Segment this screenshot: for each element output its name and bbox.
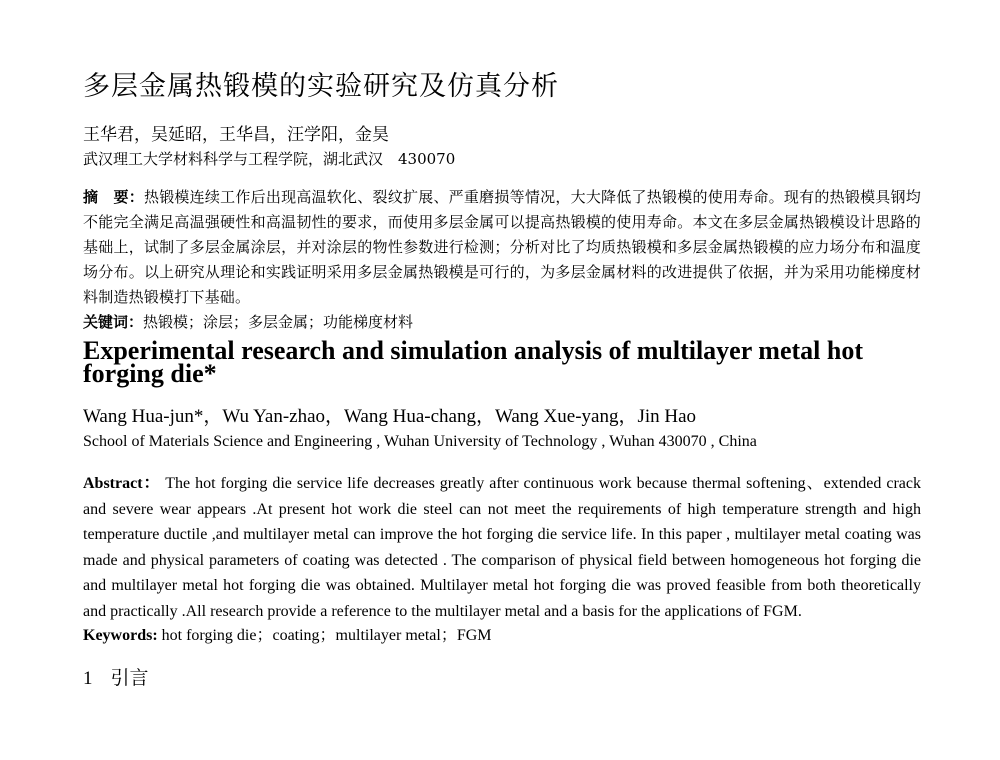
chinese-keywords-label: 关键词： <box>83 313 144 331</box>
english-abstract-label: Abstract： <box>83 475 161 492</box>
chinese-affiliation: 武汉理工大学材料科学与工程学院，湖北武汉 430070 <box>83 150 456 168</box>
section-title: 引言 <box>110 667 149 689</box>
chinese-authors: 王华君，吴延昭，王华昌，汪学阳，金昊 <box>83 125 389 145</box>
chinese-keywords <box>83 310 921 335</box>
section-heading <box>83 666 921 691</box>
chinese-abstract-label: 摘 要： <box>83 188 144 206</box>
chinese-abstract <box>83 185 921 310</box>
english-affiliation: School of Materials Science and Engineering , Wuhan University of Technology , Wuhan 430070 , China <box>83 433 757 450</box>
english-authors: Wang Hua-jun*，Wu Yan-zhao，Wang Hua-chang，Wang Xue-yang，Jin Hao <box>83 406 697 427</box>
chinese-title: 多层金属热锻模的实验研究及仿真分析 <box>83 71 559 102</box>
section-number: 1 <box>83 668 93 689</box>
chinese-keywords-text: 热锻模；涂层；多层金属；功能梯度材料 <box>143 313 414 331</box>
english-keywords-text: hot forging die；coating；multilayer metal；FGM <box>157 627 492 644</box>
english-abstract <box>83 471 921 624</box>
paper-page <box>83 70 921 691</box>
english-abstract-text: The hot forging die service life decreases greatly after continuous work because thermal softening、extended crack and severe wear appears .At present hot work die steel can not meet the requirements of high temperature strength and high temperature ductile ,and multilayer metal can improve the hot forging die service life. In this paper , multilayer metal coating was made and physical parameters of coating was detected . The comparison of physical field between homogeneous hot forging die and multilayer metal hot forging die was obtained. Multilayer metal hot forging die was proved feasible from both theoretically and practically .All research provide a reference to the multilayer metal and a basis for the applications of FGM. <box>83 475 921 620</box>
english-title: Experimental research and simulation analysis of multilayer metal hot forging die* <box>83 336 863 388</box>
english-keywords-label: Keywords: <box>83 627 158 644</box>
english-keywords <box>83 624 921 648</box>
chinese-abstract-text: 热锻模连续工作后出现高温软化、裂纹扩展、严重磨损等情况，大大降低了热锻模的使用寿命。现有的热锻模具钢均不能完全满足高温强硬性和高温韧性的要求，而使用多层金属可以提高热锻模的使用寿命。本文在多层金属热锻模设计思路的基础上，试制了多层金属涂层，并对涂层的物性参数进行检测；分析对比了均质热锻模和多层金属热锻模的应力场分布和温度场分布。以上研究从理论和实践证明采用多层金属热锻模是可行的，为多层金属材料的改进提供了依据，并为采用功能梯度材料制造热锻模打下基础。 <box>83 188 921 306</box>
